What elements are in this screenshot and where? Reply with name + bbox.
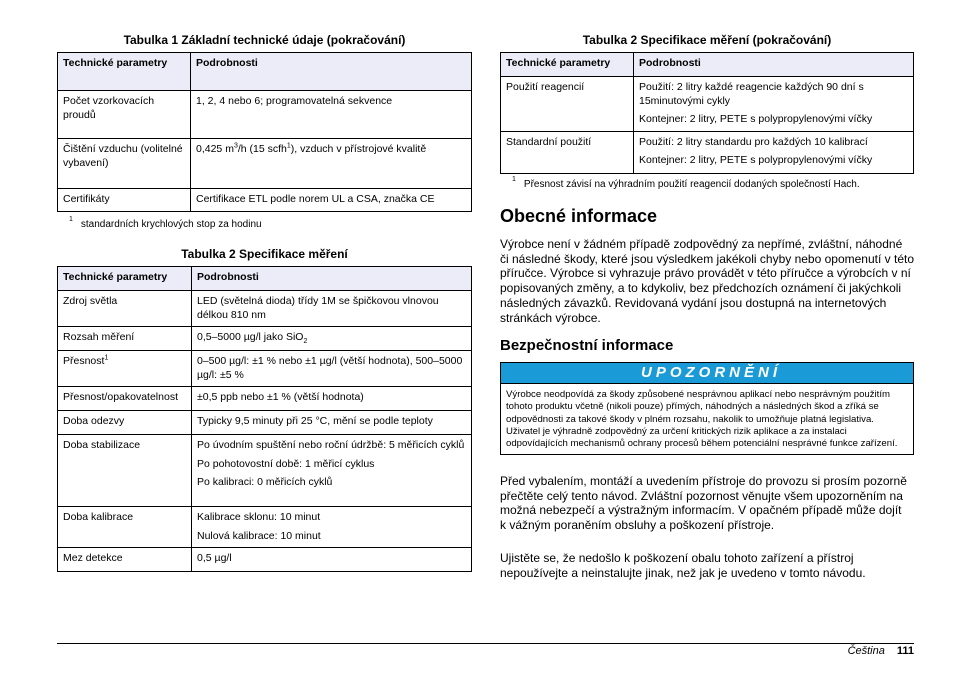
- table3-caption: Tabulka 2 Specifikace měření (pokračování): [582, 33, 832, 47]
- table1-caption: Tabulka 1 Základní technické údaje (pokračování): [123, 33, 406, 47]
- table-row: [58, 411, 472, 435]
- cell-param: Čištění vzduchu (volitelné vybavení): [58, 139, 191, 189]
- table3-footnote: $^1$ Přesnost závisí na výhradním použití reagencií dodaných společností Hach.: [512, 175, 860, 190]
- safety-info-heading: Bezpečnostní informace: [500, 337, 674, 354]
- warning-text: Výrobce neodpovídá za škody způsobené nesprávnou aplikací nebo nesprávným použitím tohoto produktu včetně (nikoli pouze) přímých, náhodných a následných škod a zříká se odpovědnosti za takové škody v plném rozsahu, nakolik to umožňuje platná legislativa. Uživatel je výhradně zodpovědný za určení kritických rizik aplikace a za instalaci odpovídajících mechanismů ochrany procesů během potenciální nesprávné funkce zařízení.: [501, 383, 913, 454]
- cell-detail: 0,5–5000 µg/l jako SiO$_2$: [192, 327, 472, 351]
- cell-param: Přesnost$^1$: [58, 351, 192, 387]
- table3-header-detail: Podrobnosti: [634, 53, 914, 77]
- cell-detail: LED (světelná dioda) třídy 1M se špičkovou vlnovou délkou 810 nm: [192, 291, 472, 327]
- cell-param: Přesnost/opakovatelnost: [58, 387, 192, 411]
- cell-detail: 0,5 µg/l: [192, 548, 472, 572]
- table-row: [58, 327, 472, 351]
- table3-header-param: Technické parametry: [501, 53, 634, 77]
- warning-box: [500, 362, 914, 455]
- table-row: [58, 351, 472, 387]
- cell-param: Počet vzorkovacích proudů: [58, 91, 191, 139]
- table1: [57, 52, 472, 212]
- cell-detail: Použití: 2 litry standardu pro každých 10 kalibrací Kontejner: 2 litry, PETE s polypropylenovými víčky: [634, 131, 914, 173]
- table-row: [58, 139, 472, 189]
- table2-header-detail: Podrobnosti: [192, 267, 472, 291]
- safety-paragraph-1: Před vybalením, montáží a uvedením přístroje do provozu si prosím pozorně přečtěte celý tento návod. Zvláštní pozornost věnujte všem upozorněním na možná nebezpečí a výstražným informacím. V opačném případě může dojít k vážným poraněním obsluhy a poškození přístroje.: [500, 474, 907, 533]
- cell-detail: 1, 2, 4 nebo 6; programovatelná sekvence: [191, 91, 472, 139]
- cell-param: Standardní použití: [501, 131, 634, 173]
- cell-detail: Kalibrace sklonu: 10 minut Nulová kalibrace: 10 minut: [192, 507, 472, 548]
- table1-footnote: $^1$ standardních krychlových stop za hodinu: [69, 215, 262, 230]
- warning-title: UPOZORNĚNÍ: [501, 363, 913, 383]
- table-row: [58, 189, 472, 212]
- cell-detail: Certifikace ETL podle norem UL a CSA, značka CE: [191, 189, 472, 212]
- cell-param: Rozsah měření: [58, 327, 192, 351]
- cell-param: Doba stabilizace: [58, 435, 192, 507]
- cell-detail: Po úvodním spuštění nebo roční údržbě: 5 měřicích cyklů Po pohotovostní době: 1 měřicí cyklus Po kalibraci: 0 měřicích cyklů: [192, 435, 472, 507]
- page-footer: [848, 645, 914, 657]
- table-row: [58, 91, 472, 139]
- table2: [57, 266, 472, 572]
- cell-param: Zdroj světla: [58, 291, 192, 327]
- table-row: [501, 131, 914, 173]
- safety-paragraph-2: Ujistěte se, že nedošlo k poškození obalu tohoto zařízení a přístroj nepoužívejte a neinstalujte jinak, než jak je uvedeno v tomto návodu.: [500, 551, 866, 580]
- table2-caption: Tabulka 2 Specifikace měření: [181, 247, 348, 261]
- table-row: [501, 77, 914, 132]
- table1-header-param: Technické parametry: [58, 53, 191, 91]
- cell-detail: 0–500 µg/l: ±1 % nebo ±1 µg/l (větší hodnota), 500–5000 µg/l: ±5 %: [192, 351, 472, 387]
- cell-param: Doba kalibrace: [58, 507, 192, 548]
- cell-param: Certifikáty: [58, 189, 191, 212]
- page-number: 111: [896, 645, 914, 657]
- table-row: [58, 291, 472, 327]
- cell-param: Doba odezvy: [58, 411, 192, 435]
- table-row: [58, 387, 472, 411]
- cell-detail: Použití: 2 litry každé reagencie každých 90 dní s 15minutovými cykly Kontejner: 2 litry, PETE s polypropylenovými víčky: [634, 77, 914, 132]
- cell-detail: ±0,5 ppb nebo ±1 % (větší hodnota): [192, 387, 472, 411]
- table-row: [58, 507, 472, 548]
- general-info-text: Výrobce není v žádném případě zodpovědný za nepřímé, zvláštní, náhodné či následné škody, které jsou výsledkem jakékoli chyby nebo opomenutí v této příručce. Výrobce si vyhrazuje právo provádět v této příručce a výrobcích v ní popisovaných změny, a to kdykoliv, bez předchozích oznámení či jakýchkoli následných závazků. Revidovaná vydání jsou dostupná na internetových stránkách výrobce.: [500, 237, 914, 325]
- footer-language: Čeština: [847, 645, 885, 657]
- cell-param: Mez detekce: [58, 548, 192, 572]
- table-row: [58, 435, 472, 507]
- table2-header-param: Technické parametry: [58, 267, 192, 291]
- table1-header-detail: Podrobnosti: [191, 53, 472, 91]
- cell-detail: Typicky 9,5 minuty při 25 °C, mění se podle teploty: [192, 411, 472, 435]
- cell-param: Použití reagencií: [501, 77, 634, 132]
- footer-divider: [57, 643, 914, 644]
- general-info-heading: Obecné informace: [500, 206, 658, 226]
- cell-detail: 0,425 $m^3/h$ (15 scfh$^1$), vzduch v přístrojové kvalitě: [191, 139, 472, 189]
- table-row: [58, 548, 472, 572]
- table3: [500, 52, 914, 174]
